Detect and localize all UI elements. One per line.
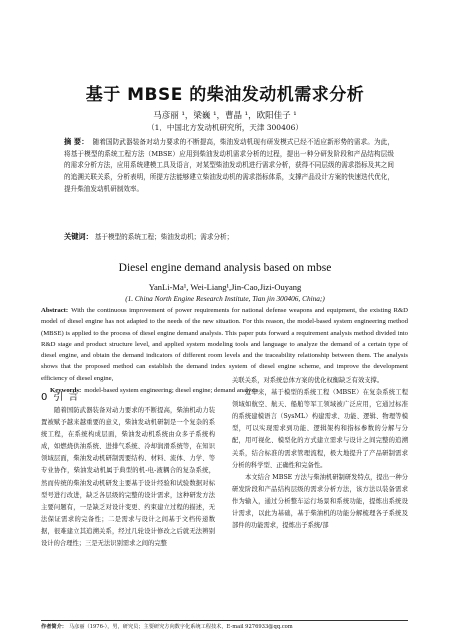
chinese-abstract-label: 摘 要： [64,137,89,146]
chinese-abstract-text: 随着国防武器装备对动力要求的不断提高，柴油发动机现有研发模式已经不适应新形势的需求。为此，将基于模型的系统工程方法（MBSE）应用到柴油发动机需求分析的过程，提出一种分研发阶段和产品结构层级的需求分析方法，应用系统建模工具及语言，对某型柴油发动机进行需求分析，获得不同层级的需求指标及其之间的追溯关联关系，分析表明，所提方法能够建立柴油发动机的需求指标体系，支撑产品设计方案的快速迭代优化，提升柴油发动机研制效率。 [64,138,394,193]
english-abstract [41,305,408,384]
section-heading-introduction [41,388,83,403]
footnote-label: 作者简介： [41,624,67,630]
body-right-column [232,375,408,532]
english-keywords-text: model-based system engineering; diesel engine; demand analysis [84,387,259,394]
right-paragraph-3: 本文结合 MBSE 方法与柴油机研制研发特点，提出一种分研发阶段和产品结构层级的需求分析方法，该方法以装备需求作为输入，通过分析整车运行场景和系统功能，提炼出系统设计需求，以此为基础，基于柴油机的功能分解梳理各子系统及部件的功能需求，提炼出子系统/部 [232,473,408,530]
right-paragraph-2: 近年来，基于模型的系统工程（MBSE）在复杂系统工程领域如航空、航天、船舶等军工领域被广泛应用，它通过标准的系统建模语言（SysML）构建需求、功能、逻辑、物理等模型，可以实现需求到功能、逻辑架构和指标参数的分解与分配，用可视化、模型化的方式建立需求与设计之间完整的追溯关系，结合标准的需求管理流程，极大地提升了产品研制需求分析的科学型、正确性和完备性。 [232,389,408,469]
english-title: Diesel engine demand analysis based on mbse [118,262,332,274]
right-paragraph-1: 关联关系，对系统总体方案的优化权衡缺乏有效支撑。 [232,377,384,384]
chinese-affiliation: （1．中国北方发动机研究所，天津 300406） [147,123,303,132]
english-abstract-label: Abstract: [41,307,69,314]
english-affiliation: (1. China North Engine Research Institute, Tian jin 300406, China;) [125,294,325,303]
chinese-title: 基于 MBSE 的柴油发动机需求分析 [85,85,365,105]
english-authors: YanLi-Ma¹, Wei-Liang¹,Jin-Cao,Jizi-Ouyang [148,282,302,292]
footnote-text: 马彦丽（1976-），男，研究员；主要研究方向数字化系统工程技术，E-mail 9276933@qq.com [68,624,293,630]
body-left-column: 随着国防武器装备对动力要求的不断提高，柴油机动力装置被赋予越来越重要的意义，柴油发动机研制是一个复杂的系统工程，在系统构成层面，柴油发动机系统由众多子系统构成，如燃烧供油系统、进排气系统、冷却润滑系统等，在知识领域层面，柴油发动机研制需要结构、材料、流体、力学、等专业协作，柴油发动机属于典型的机-电-液耦合的复杂系统，然而传统的柴油发动机研发主要基于设计经验和试验数据对标型号进行改进，缺乏各层级的完整的设计需求，这种研发方法主要问题有，一是缺乏对设计变更、约束建立过程的描述，无法保证需求的完备性；二是需求与设计之间基于文档传递数据，很难建立其追溯关系，经过几轮设计修改之后就无法辨别设计的合理性；三是无法识别需求之间的完整 [41,407,215,548]
chinese-keywords-label: 关键词： [64,232,93,241]
footnote-divider [41,620,408,621]
chinese-keywords [64,231,394,242]
chinese-abstract [64,136,394,196]
author-footnote [41,623,408,630]
english-keywords-label: Keywords: [50,387,82,394]
section-title: 引言 [53,392,84,403]
english-abstract-text: With the continuous improvement of power requirements for national defense weapons and equipment, the existing R&D model of diesel engine has not adapted to the needs of the new situation. For this reason, the model-based system engineering method (MBSE) is applied to the process of diesel engine demand analysis. This paper puts forward a requirement analysis method divided into R&D stage and product structure level, and applied system modeling tools and language to analyze the demand of a certain type of diesel engine, and obtain the demand indicators of different room levels and the traceability relationship between them. The analysis shows that the proposed method can establish the demand index system of diesel engine scheme, and improve the development efficiency of diesel engine, [41,307,408,382]
chinese-authors: 马彦丽 ¹，梁巍 ¹，曹晶 ¹，欧阳佳子 ¹ [153,111,297,121]
section-number: 0 [41,392,48,403]
chinese-keywords-text: 基于模型的系统工程；柴油发动机；需求分析； [94,233,234,241]
